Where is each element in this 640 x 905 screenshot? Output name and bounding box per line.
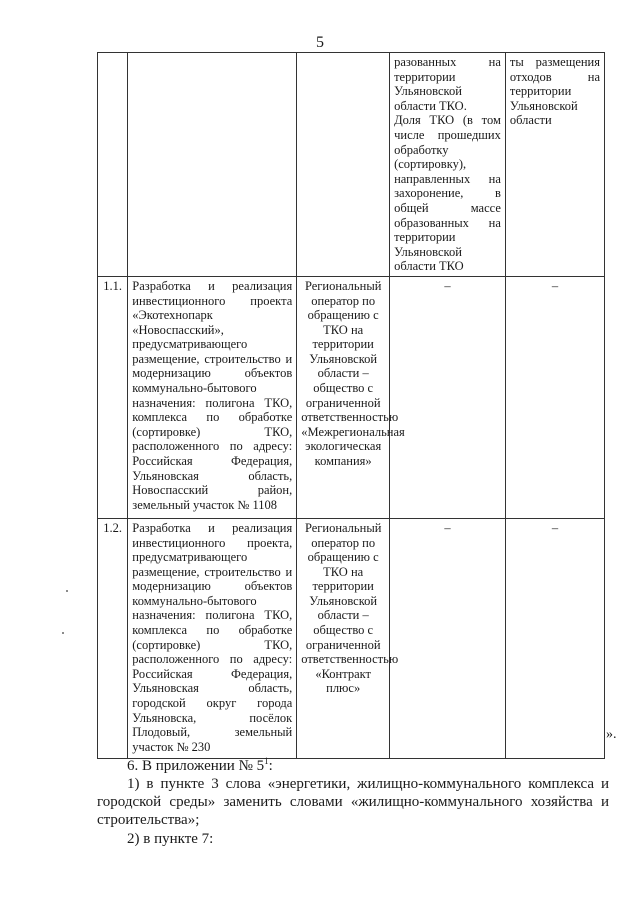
row-result-value: – — [505, 276, 604, 518]
scan-speck — [62, 632, 64, 634]
appendix-superscript: 1 — [264, 756, 269, 766]
paragraph-item-2: 2) в пункте 7: — [127, 831, 214, 847]
appendix-text: 6. В приложении № 5 — [127, 758, 265, 774]
indicator-text-1: разованных на территории Ульяновской области ТКО. — [394, 55, 501, 113]
cell-executor-empty — [297, 53, 390, 277]
row-indicator-value: – — [390, 276, 506, 518]
row-description: Разработка и реализация инвестиционного проекта, предусматривающего размещение, строительство и модернизацию объектов коммунально-бытового назначения: полигона ТКО, комплекса по обработке (сортировке) ТКО, расположенного по адресу: Российская Федерация, Ульяновская область, городской округ города Ульяновска, посёлок Плодовый, земельный участок № 230 — [128, 518, 297, 758]
table-row — [98, 518, 605, 758]
row-description: Разработка и реализация инвестиционного проекта «Экотехнопарк «Новоспасский», предусматривающего размещение, строительство и модернизацию объектов коммунально-бытового назначения: полигона ТКО, комплекса по обработке (сортировке) ТКО, расположенного по адресу: Российская Федерация, Ульяновская область, Новоспасский район, земельный участок № 1108 — [128, 276, 297, 518]
cell-indicator-continuation — [390, 53, 506, 277]
row-number: 1.2. — [98, 518, 128, 758]
cell-result-continuation: ты размещения отходов на территории Ульяновской области — [505, 53, 604, 277]
row-number: 1.1. — [98, 276, 128, 518]
row-indicator-value: – — [390, 518, 506, 758]
cell-description-empty — [128, 53, 297, 277]
cell-num-empty — [98, 53, 128, 277]
row-executor: Региональный оператор по обращению с ТКО на территории Ульяновской области – общество с ограниченной ответственностью «Контракт плюс» — [297, 518, 390, 758]
paragraph-appendix — [97, 752, 609, 775]
paragraph-item-1: 1) в пункте 3 слова «энергетики, жилищно-коммунального комплекса и городской среды» заменить словами «жилищно-коммунального хозяйства и строительства»; — [97, 776, 609, 828]
indicator-text-2: Доля ТКО (в том числе прошедших обработку (сортировку), направленных на захоронение, в общей массе образованных на территории Ульяновской области ТКО — [394, 113, 501, 274]
appendix-colon: : — [268, 758, 273, 774]
page-number: 5 — [316, 34, 324, 51]
table-row — [98, 276, 605, 518]
table-row-continuation — [98, 53, 605, 277]
row-result-value: – — [505, 518, 604, 758]
row-executor: Региональный оператор по обращению с ТКО на территории Ульяновской области – общество с ограниченной ответственностью «Межрегиональная экологическая компания» — [297, 276, 390, 518]
measures-table — [97, 52, 605, 759]
table-closing-quote: ». — [606, 727, 617, 742]
scan-speck — [66, 590, 68, 592]
